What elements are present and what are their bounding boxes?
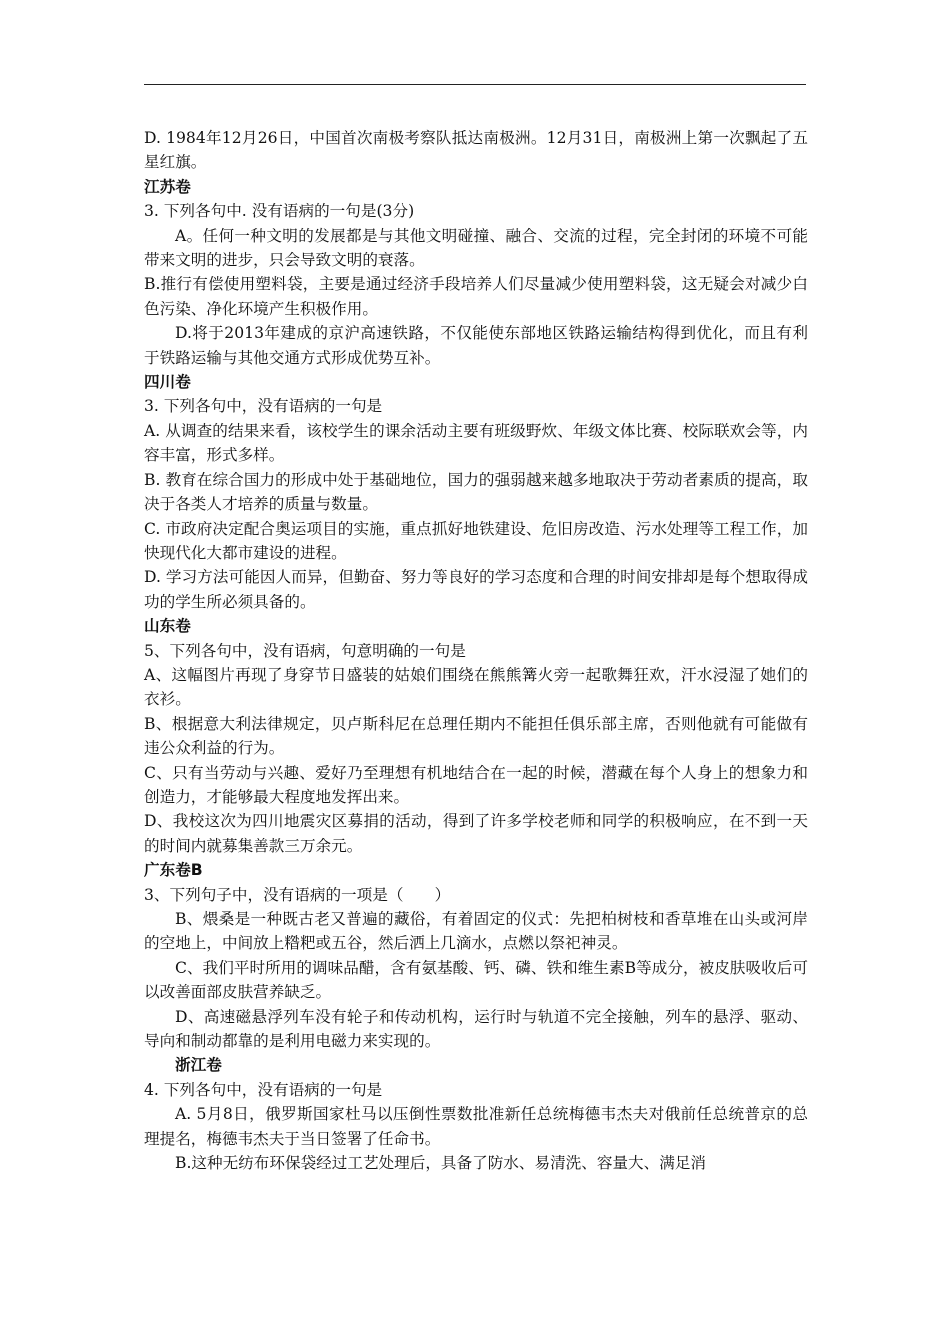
option-item: B、根据意大利法律规定，贝卢斯科尼在总理任期内不能担任俱乐部主席，否则他就有可能做有违公众利益的行为。: [144, 714, 808, 758]
section-sichuan: [144, 370, 808, 614]
section-guangdong-b: [144, 858, 808, 1053]
option-item: C、只有当劳动与兴趣、爱好乃至理想有机地结合在一起的时候，潜藏在每个人身上的想象力和创造力，才能够最大程度地发挥出来。: [144, 763, 808, 806]
section-jiangsu: [144, 175, 808, 370]
intro-option-d: D. 1984年12月26日，中国首次南极考察队抵达南极洲。12月31日，南极洲上第一次飘起了五星红旗。: [144, 129, 808, 172]
section-title: 浙江卷: [175, 1056, 222, 1075]
section-title: 广东卷B: [144, 861, 203, 880]
section-title: 山东卷: [144, 617, 191, 636]
option-item: B.推行有偿使用塑料袋，主要是通过经济手段培养人们尽量减少使用塑料袋，这无疑会对减少白色污染、净化环境产生积极作用。: [144, 275, 808, 318]
option-item: C、我们平时所用的调味品醋，含有氨基酸、钙、磷、铁和维生素B等成分，被皮肤吸收后可以改善面部皮肤营养缺乏。: [144, 958, 808, 1002]
question-text: 3、下列句子中，没有语病的一项是（ ）: [144, 885, 451, 904]
question-text: 3. 下列各句中. 没有语病的一句是(3分): [144, 202, 415, 221]
section-title: 江苏卷: [144, 177, 191, 196]
question-text: 3. 下列各句中，没有语病的一句是: [144, 397, 383, 416]
section-title: 四川卷: [144, 373, 191, 392]
question-text: 4. 下列各句中，没有语病的一句是: [144, 1080, 383, 1099]
section-shandong: [144, 614, 808, 858]
option-item: A。任何一种文明的发展都是与其他文明碰撞、融合、交流的过程，完全封闭的环境不可能带来文明的进步，只会导致文明的衰落。: [144, 226, 808, 270]
option-item: C. 市政府决定配合奥运项目的实施，重点抓好地铁建设、危旧房改造、污水处理等工程工作，加快现代化大都市建设的进程。: [144, 519, 808, 562]
option-item: A. 5月8日，俄罗斯国家杜马以压倒性票数批准新任总统梅德韦杰夫对俄前任总统普京的总理提名，梅德韦杰夫于当日签署了任命书。: [144, 1105, 808, 1148]
header-rule: [144, 84, 806, 85]
option-item: B、煨桑是一种既古老又普遍的藏俗，有着固定的仪式：先把柏树枝和香草堆在山头或河岸的空地上，中间放上糌粑或五谷，然后洒上几滴水，点燃以祭祀神灵。: [144, 910, 808, 953]
option-item: D、高速磁悬浮列车没有轮子和传动机构，运行时与轨道不完全接触，列车的悬浮、驱动、导向和制动都靠的是利用电磁力来实现的。: [144, 1007, 808, 1051]
option-item: B. 教育在综合国力的形成中处于基础地位，国力的强弱越来越多地取决于劳动者素质的提高，取决于各类人才培养的质量与数量。: [144, 470, 808, 514]
option-item: D.将于2013年建成的京沪高速铁路，不仅能使东部地区铁路运输结构得到优化，而且有利于铁路运输与其他交通方式形成优势互补。: [144, 324, 808, 367]
option-item: D. 学习方法可能因人而异，但勤奋、努力等良好的学习态度和合理的时间安排却是每个想取得成功的学生所必须具备的。: [144, 568, 808, 611]
option-item: A、这幅图片再现了身穿节日盛装的姑娘们围绕在熊熊篝火旁一起歌舞狂欢，汗水浸湿了她们的衣衫。: [144, 665, 808, 709]
section-zhejiang: [144, 1053, 808, 1175]
question-text: 5、下列各句中，没有语病，句意明确的一句是: [144, 641, 466, 660]
document-body: [144, 126, 808, 1175]
option-item: D、我校这次为四川地震灾区募捐的活动，得到了许多学校老师和同学的积极响应，在不到一天的时间内就募集善款三万余元。: [144, 812, 808, 855]
option-item: A. 从调查的结果来看，该校学生的课余活动主要有班级野炊、年级文体比赛、校际联欢会等，内容丰富，形式多样。: [144, 421, 808, 465]
option-item: B.这种无纺布环保袋经过工艺处理后，具备了防水、易清洗、容量大、满足消: [175, 1154, 707, 1173]
